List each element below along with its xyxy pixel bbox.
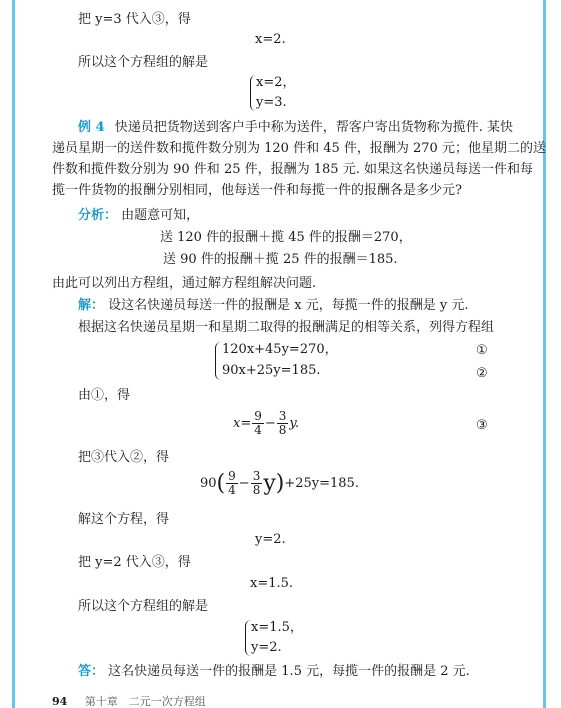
- fraction: [226, 470, 238, 497]
- equation: [200, 470, 359, 497]
- equation: x=2.: [255, 32, 286, 47]
- system-line: x=1.5，: [251, 620, 303, 635]
- minus-sign: −: [264, 415, 276, 431]
- text-line: 由此可以列出方程组，通过解方程组解决问题.: [52, 276, 317, 291]
- text-line: 所以这个方程组的解是: [78, 599, 209, 614]
- example-line: 件数和揽件数分别为 90 件和 25 件，报酬为 185 元. 如果这名快递员每送一件和每: [52, 162, 533, 177]
- example-line: 揽一件货物的报酬分别相同，他每送一件和每揽一件的报酬各是多少元?: [52, 183, 462, 198]
- paren: (: [216, 470, 226, 496]
- brace: [215, 342, 222, 380]
- solution-line: [78, 298, 469, 314]
- equation-marker: ③: [476, 418, 488, 433]
- denominator: 8: [278, 423, 287, 437]
- equation-marker: ①: [476, 343, 488, 358]
- system-line: 120x+45y=270，: [222, 342, 338, 357]
- text-line: 把 y=2 代入③，得: [78, 555, 191, 570]
- equation-part: 90: [200, 475, 217, 491]
- page-footer: [52, 695, 206, 708]
- text-line: 解这个方程，得: [78, 512, 170, 527]
- equation: x=1.5.: [250, 576, 294, 591]
- equation-marker: ②: [476, 366, 488, 381]
- numerator: 3: [252, 469, 261, 483]
- example-text: 快递员把货物送到客户手中称为送件，帮客户寄出货物称为揽件. 某快: [114, 120, 513, 135]
- equation-part: +25y=185.: [284, 475, 359, 491]
- minus-sign: −: [238, 475, 250, 491]
- fraction: [252, 410, 264, 437]
- system-line: x=2，: [256, 75, 296, 90]
- equation-system: [215, 342, 355, 380]
- system-line: y=3.: [256, 95, 287, 110]
- system-line: y=2.: [251, 640, 282, 655]
- fraction: [277, 410, 289, 437]
- analysis-line: [78, 208, 199, 224]
- numerator: 9: [228, 469, 236, 483]
- numerator: 3: [278, 409, 287, 423]
- example-line: [78, 120, 513, 136]
- equation-system: [250, 75, 310, 111]
- chapter-title: 第十章 二元一次方程组: [84, 695, 206, 708]
- equation: y=2.: [255, 532, 286, 547]
- equation-part: y.: [289, 415, 300, 431]
- relation: 送 90 件的报酬＋揽 25 件的报酬＝185.: [163, 252, 398, 267]
- denominator: 8: [252, 483, 261, 497]
- page-number: 94: [52, 695, 68, 708]
- solution-label: 解：: [78, 298, 105, 313]
- equation: [233, 410, 299, 437]
- answer-text: 这名快递员每送一件的报酬是 1.5 元，每揽一件的报酬是 2 元.: [108, 664, 470, 679]
- text-line: 把③代入②，得: [78, 450, 170, 465]
- text-line: 由①，得: [78, 388, 131, 403]
- answer-line: [78, 664, 470, 680]
- text-line: 把 y=3 代入③，得: [78, 12, 191, 27]
- analysis-text: 由题意可知，: [121, 208, 200, 223]
- denominator: 4: [228, 483, 236, 497]
- system-line: 90x+25y=185.: [222, 363, 321, 378]
- equation-system: [245, 620, 315, 656]
- answer-label: 答：: [78, 664, 105, 679]
- numerator: 9: [254, 409, 262, 423]
- text-line: 根据这名快递员星期一和星期二取得的报酬满足的相等关系，列得方程组: [78, 320, 495, 335]
- fraction: [251, 470, 263, 497]
- denominator: 4: [254, 423, 262, 437]
- paren: y): [263, 470, 285, 496]
- text-line: 所以这个方程组的解是: [78, 55, 209, 70]
- equation-part: x=: [233, 415, 252, 431]
- analysis-label: 分析：: [78, 208, 118, 223]
- relation: 送 120 件的报酬＋揽 45 件的报酬＝270，: [160, 230, 412, 245]
- example-line: 递员星期一的送件数和揽件数分别为 120 件和 45 件，报酬为 270 元；他星期二的送: [52, 141, 546, 156]
- example-label: 例 4: [78, 120, 105, 135]
- solution-text: 设这名快递员每送一件的报酬是 x 元，每揽一件的报酬是 y 元.: [108, 298, 469, 313]
